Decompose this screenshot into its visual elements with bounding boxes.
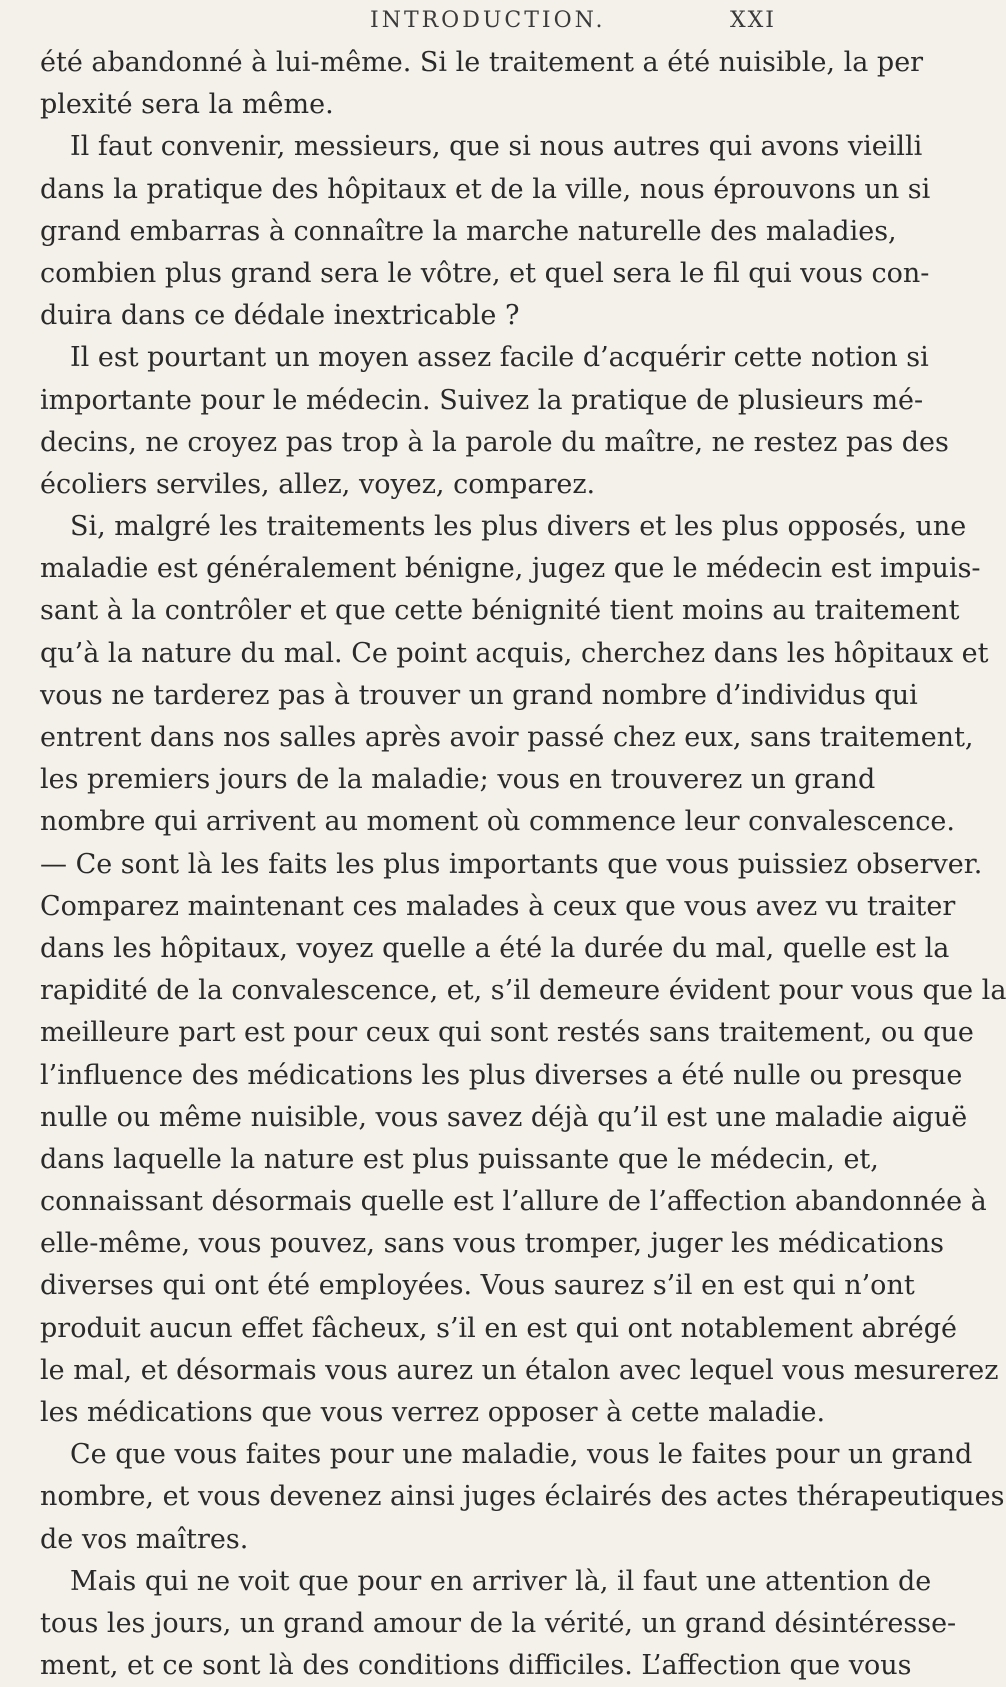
text-line: nombre, et vous devenez ainsi juges éclairés des actes thérapeutiques [40, 1481, 1005, 1513]
text-line: sant à la contrôler et que cette bénignité tient moins au traitement [40, 595, 960, 627]
text-line: Il faut convenir, messieurs, que si nous autres qui avons vieilli [70, 131, 923, 163]
text-line: tous les jours, un grand amour de la vérité, un grand désintéresse- [40, 1607, 957, 1639]
text-line: — Ce sont là les faits les plus importants que vous puissiez observer. [40, 848, 983, 880]
body-text [40, 42, 1006, 1687]
text-line: Si, malgré les traitements les plus divers et les plus opposés, une [70, 511, 967, 543]
text-line: maladie est généralement bénigne, jugez que le médecin est impuis- [40, 553, 981, 585]
text-line: de vos maîtres. [40, 1523, 249, 1555]
text-line: qu’à la nature du mal. Ce point acquis, cherchez dans les hôpitaux et [40, 637, 989, 669]
text-line: nombre qui arrivent au moment où commence leur convalescence. [40, 806, 955, 838]
text-line: elle-même, vous pouvez, sans vous tromper, juger les médications [40, 1228, 944, 1260]
text-line: les médications que vous verrez opposer à cette maladie. [40, 1397, 826, 1428]
text-line: le mal, et désormais vous aurez un étalon avec lequel vous mesurerez [40, 1354, 999, 1386]
text-line: combien plus grand sera le vôtre, et quel sera le fil qui vous con- [40, 257, 930, 289]
text-line: Mais qui ne voit que pour en arriver là, il faut une attention de [70, 1565, 932, 1597]
text-line: importante pour le médecin. Suivez la pratique de plusieurs mé- [40, 384, 924, 416]
text-line: Il est pourtant un moyen assez facile d’acquérir cette notion si [70, 342, 929, 374]
running-head [0, 8, 800, 42]
text-line: Comparez maintenant ces malades à ceux que vous avez vu traiter [40, 890, 956, 922]
text-line: dans laquelle la nature est plus puissante que le médecin, et, [40, 1143, 879, 1175]
running-title: INTRODUCTION. [370, 8, 606, 33]
text-line: ment, et ce sont là des conditions difficiles. L’affection que vous [40, 1650, 912, 1682]
text-line: duira dans ce dédale inextricable ? [40, 300, 520, 332]
page-number: XXI [729, 8, 776, 33]
text-line: écoliers serviles, allez, voyez, comparez. [40, 468, 596, 500]
text-line: l’influence des médications les plus diverses a été nulle ou presque [40, 1059, 963, 1091]
text-line: meilleure part est pour ceux qui sont restés sans traitement, ou que [40, 1017, 974, 1049]
text-line: les premiers jours de la maladie; vous en trouverez un grand [40, 764, 876, 796]
text-line: diverses qui ont été employées. Vous saurez s’il en est qui n’ont [40, 1270, 915, 1302]
text-line: produit aucun effet fâcheux, s’il en est qui ont notablement abrégé [40, 1312, 957, 1344]
text-line: Ce que vous faites pour une maladie, vous le faites pour un grand [70, 1439, 973, 1471]
text-line: été abandonné à lui-même. Si le traitement a été nuisible, la per [40, 47, 924, 78]
text-line: nulle ou même nuisible, vous savez déjà qu’il est une maladie aiguë [40, 1101, 968, 1133]
text-line: entrent dans nos salles après avoir passé chez eux, sans traitement, [40, 722, 974, 753]
text-line: connaissant désormais quelle est l’allure de l’affection abandonnée à [40, 1186, 987, 1218]
text-line: rapidité de la convalescence, et, s’il demeure évident pour vous que la [40, 975, 1006, 1007]
text-line: decins, ne croyez pas trop à la parole du maître, ne restez pas des [40, 426, 949, 458]
text-line: grand embarras à connaître la marche naturelle des maladies, [40, 215, 897, 247]
text-line: dans les hôpitaux, voyez quelle a été la durée du mal, quelle est la [40, 932, 950, 964]
text-line: dans la pratique des hôpitaux et de la ville, nous éprouvons un si [40, 173, 931, 205]
text-line: plexité sera la même. [40, 89, 334, 121]
text-line: vous ne tarderez pas à trouver un grand nombre d’individus qui [40, 679, 918, 711]
